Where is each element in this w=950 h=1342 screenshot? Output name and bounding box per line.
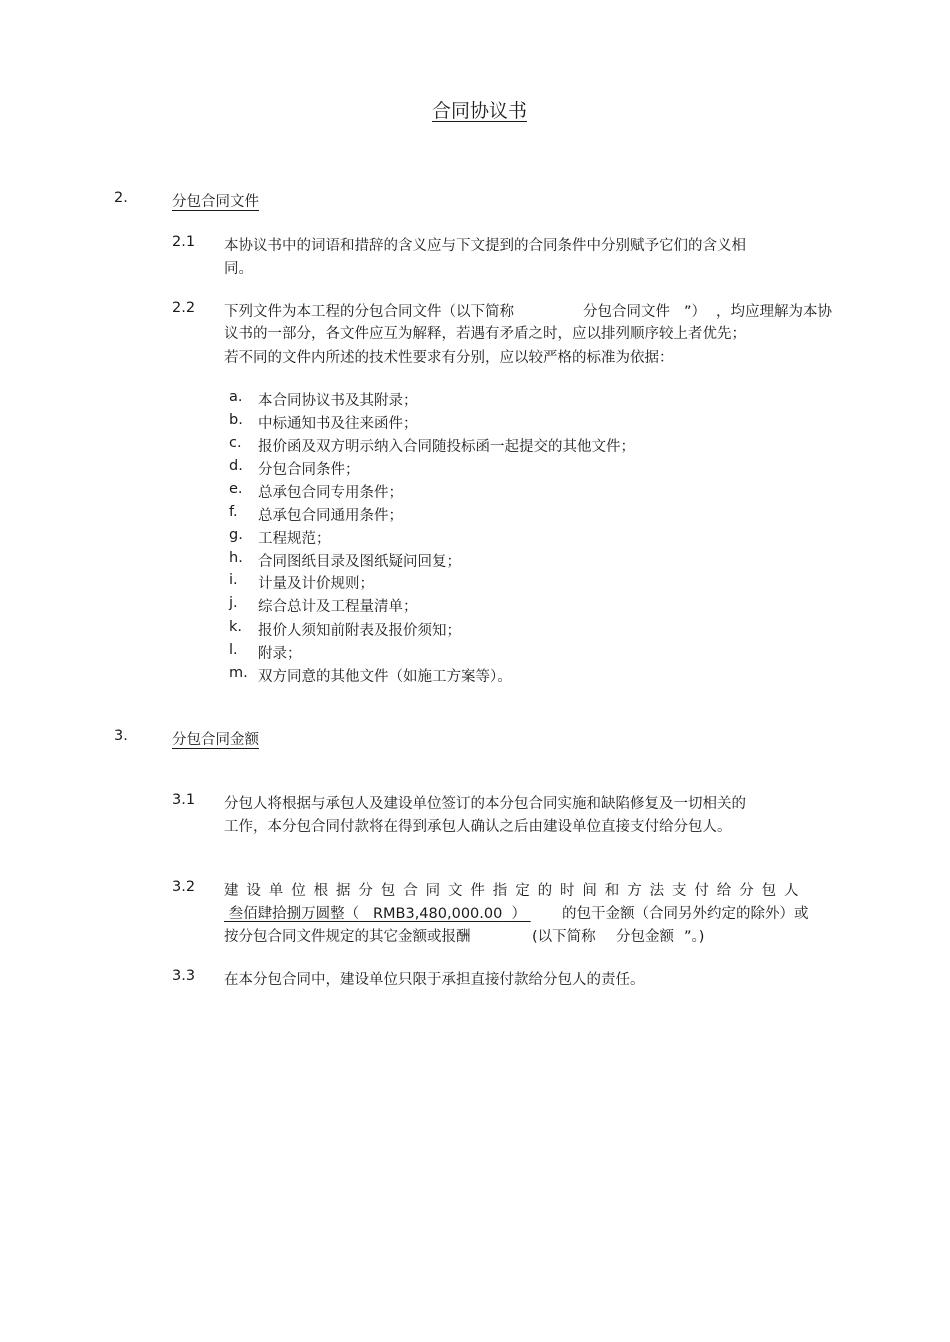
- list-item-text: 报价函及双方明示纳入合同随投标函一起提交的其他文件；: [258, 439, 635, 455]
- list-item-text: 总承包合同通用条件；: [258, 508, 403, 524]
- list-item-text: 本合同协议书及其附录；: [258, 393, 418, 409]
- section-2-number: 2.: [114, 190, 128, 206]
- clause-2-2-line2: 议书的一部分，各文件应互为解释，若遇有矛盾之时，应以排列顺序较上者优先；: [224, 326, 746, 342]
- clause-3-2-line3-d: ”。): [684, 929, 705, 945]
- list-item-text: 工程规范；: [258, 531, 331, 547]
- clause-2-2-line1-d: ，均应理解为本协: [716, 304, 832, 320]
- section-3-title: 分包合同金额: [172, 732, 259, 748]
- clause-3-1-line2: 工作，本分包合同付款将在得到承包人确认之后由建设单位直接支付给分包人。: [224, 819, 732, 835]
- clause-2-2-line1-c: ”）: [684, 304, 707, 320]
- clause-2-1-line1: 本协议书中的词语和措辞的含义应与下文提到的合同条件中分别赋予它们的含义相: [224, 238, 746, 254]
- clause-3-1-number: 3.1: [172, 792, 196, 808]
- list-item-letter: d.: [229, 458, 243, 474]
- list-item-letter: i.: [229, 572, 238, 588]
- clause-3-2-line3-c: 分包金额: [616, 929, 674, 945]
- clause-3-3-number: 3.3: [172, 968, 196, 984]
- clause-3-2-line3-a: 按分包合同文件规定的其它金额或报酬: [224, 929, 471, 945]
- list-item-text: 分包合同条件；: [258, 462, 360, 478]
- list-item-text: 中标通知书及往来函件；: [258, 416, 418, 432]
- list-item-text: 合同图纸目录及图纸疑问回复；: [258, 554, 461, 570]
- clause-3-2-line2-rest: 的包干金额（合同另外约定的除外）或: [562, 906, 809, 922]
- list-item-text: 附录；: [258, 646, 302, 662]
- clause-3-1-line1: 分包人将根据与承包人及建设单位签订的本分包合同实施和缺陷修复及一切相关的: [224, 796, 746, 812]
- list-item-letter: l.: [229, 642, 238, 658]
- section-3-number: 3.: [114, 728, 128, 744]
- amount-rmb: RMB3,480,000.00: [372, 906, 503, 922]
- list-item-letter: j.: [229, 595, 238, 611]
- list-item-letter: k.: [229, 619, 243, 635]
- list-item-letter: c.: [229, 435, 242, 451]
- clause-3-2-line1: 建设单位根据分包合同文件指定的时间和方法支付给分包人: [224, 883, 807, 899]
- amount-in-words: 叁佰肆拾捌万圆整（: [228, 906, 360, 922]
- list-item-letter: h.: [229, 550, 243, 566]
- list-item-text: 双方同意的其他文件（如施工方案等）。: [258, 669, 512, 685]
- list-item-letter: e.: [229, 481, 243, 497]
- clause-2-2-line1-a: 下列文件为本工程的分包合同文件（以下简称: [224, 304, 514, 320]
- list-item-text: 报价人须知前附表及报价须知；: [258, 623, 461, 639]
- list-item-letter: b.: [229, 412, 243, 428]
- clause-3-2-line3-b: (以下简称: [532, 929, 596, 945]
- list-item-text: 计量及计价规则；: [258, 576, 374, 592]
- list-item-letter: a.: [229, 389, 243, 405]
- clause-2-2-line1-b: 分包合同文件: [583, 304, 670, 320]
- section-2-title: 分包合同文件: [172, 194, 259, 210]
- clause-2-2-line3: 若不同的文件内所述的技术性要求有分别，应以较严格的标准为依据：: [224, 350, 674, 366]
- amount-close-paren: ）: [511, 906, 527, 922]
- document-title: 合同协议书: [432, 100, 528, 122]
- clause-2-1-line2: 同。: [224, 261, 253, 277]
- contract-amount: [224, 902, 531, 923]
- list-item-text: 总承包合同专用条件；: [258, 485, 403, 501]
- list-item-text: 综合总计及工程量清单；: [258, 599, 418, 615]
- clause-3-3-line1: 在本分包合同中，建设单位只限于承担直接付款给分包人的责任。: [224, 972, 645, 988]
- clause-3-2-number: 3.2: [172, 879, 196, 895]
- list-item-letter: m.: [229, 665, 248, 681]
- list-item-letter: f.: [229, 504, 238, 520]
- clause-2-1-number: 2.1: [172, 234, 196, 250]
- clause-2-2-number: 2.2: [172, 300, 196, 316]
- list-item-letter: g.: [229, 527, 243, 543]
